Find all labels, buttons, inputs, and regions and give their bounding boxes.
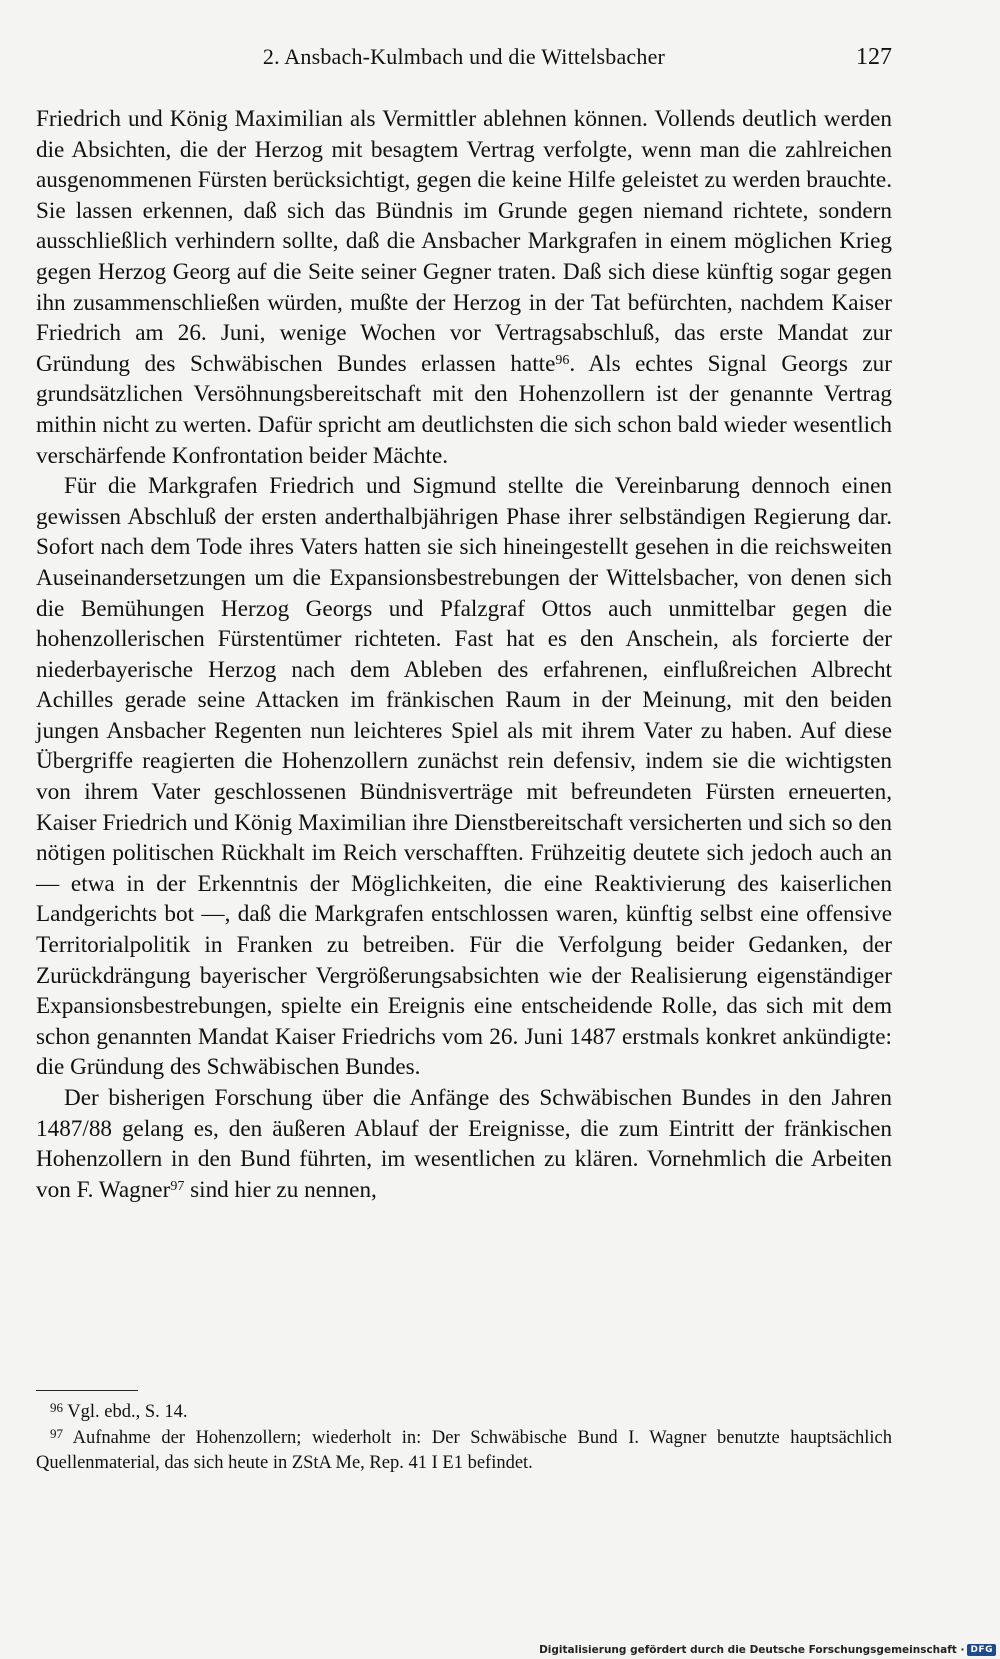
paragraph-text-continued: sind hier zu nennen, xyxy=(184,1176,377,1203)
paragraph-text: Friedrich und König Maximilian als Vermittler ablehnen können. Vollends deutlich werden die Absichten, die der Herzog mit besagtem Vertrag verfolgte, wenn man die zahlreichen ausgenommenen Fürsten berücksichtigt, gegen die keine Hilfe geleistet zu werden brauchte. Sie lassen erkennen, daß sich das Bündnis im Grunde gegen niemand richtete, sondern ausschließlich verhindern sollte, daß die Ansbacher Markgrafen in einem möglichen Krieg gegen Herzog Georg auf die Seite seiner Gegner traten. Daß sich diese künftig sogar gegen ihn zusammenschließen würden, mußte der Herzog in der Tat befürchten, nachdem Kaiser Friedrich am 26. Juni, wenige Wochen vor Vertragsabschluß, das erste Mandat zur Gründung des Schwäbischen Bundes erlassen hatte xyxy=(36,106,892,377)
footnote xyxy=(36,1400,892,1426)
paragraph xyxy=(36,104,892,471)
footnotes xyxy=(36,1400,892,1477)
dfg-logo-icon: DFG xyxy=(967,1644,996,1656)
footnote-number: 96 xyxy=(50,1400,63,1415)
footnote-text: Aufnahme der Hohenzollern; wiederholt in: Der Schwäbische Bund I. Wagner benutzte hauptsächlich Quellenmaterial, das sich heute in ZStA Me, Rep. 41 I E1 befindet. xyxy=(36,1427,892,1473)
running-title: 2. Ansbach-Kulmbach und die Wittelsbacher xyxy=(262,44,666,69)
footnote-divider xyxy=(36,1390,138,1391)
paragraph-text-continued: . Als echtes Signal Georgs zur grundsätzlichen Versöhnungsbereitschaft mit den Hohenzollern ist der genannte Vertrag mithin nicht zu werten. Dafür spricht am deutlichsten die sich schon bald wieder wesentlich verschärfende Konfrontation beider Mächte. xyxy=(36,350,892,469)
paragraph-text: Der bisherigen Forschung über die Anfänge des Schwäbischen Bundes in den Jahren 1487/88 gelang es, den äußeren Ablauf der Ereignisse, die zum Eintritt der fränkischen Hohenzollern in den Bund führten, im wesentlichen zu klären. Vornehmlich die Arbeiten von F. Wagner xyxy=(36,1085,892,1203)
footnote-number: 97 xyxy=(50,1425,63,1441)
page-header xyxy=(36,44,892,80)
footnote-ref: 97 xyxy=(170,1178,185,1194)
footnote-ref: 96 xyxy=(555,352,570,368)
paragraph xyxy=(36,1083,892,1205)
paragraph xyxy=(36,471,892,1083)
paragraph-text: Für die Markgrafen Friedrich und Sigmund stellte die Vereinbarung dennoch einen gewissen Abschluß der ersten anderthalbjährigen Phase ihrer selbständigen Regierung dar. Sofort nach dem Tode ihres Vaters hatten sie sich hineingestellt gesehen in die reichsweiten Auseinandersetzungen um die Expansionsbestrebungen der Wittelsbacher, von denen sich die Bemühungen Herzog Georgs und Pfalzgraf Ottos auch unmittelbar gegen die hohenzollerischen Fürstentümer richteten. Fast hat es den Anschein, als forcierte der niederbayerische Herzog nach dem Ableben des erfahrenen, einflußreichen Albrecht Achilles gerade seine Attacken im fränkischen Raum in der Meinung, mit den beiden jungen Ansbacher Regenten nun leichteres Spiel als mit ihrem Vater zu haben. Auf diese Übergriffe reagierten die Hohenzollern zunächst rein defensiv, indem sie die wichtigsten von ihrem Vater geschlossenen Bündnisverträge mit befreundeten Fürsten erneuerten, Kaiser Friedrich und König Maximilian ihre Dienstbereitschaft versicherten und sich so den nötigen politischen Rückhalt im Reich verschafften. Frühzeitig deutete sich jedoch auch an — etwa in der Erkenntnis der Möglichkeiten, die eine Reaktivierung des kaiserlichen Landgerichts bot —, daß die Markgrafen entschlossen waren, künftig selbst eine offensive Territorialpolitik in Franken zu betreiben. Für die Verfolgung beider Gedanken, der Zurückdrängung bayerischer Vergrößerungsabsichten wie der Realisierung eigenständiger Expansionsbestrebungen, spielte ein Ereignis eine entscheidende Rolle, das sich mit dem schon genannten Mandat Kaiser Friedrichs vom 26. Juni 1487 erstmals konkret ankündigte: die Gründung des Schwäbischen Bundes. xyxy=(36,473,892,1081)
body-text xyxy=(36,104,892,1205)
credit-text: Digitalisierung gefördert durch die Deutsche Forschungsgemeinschaft · xyxy=(539,1644,965,1656)
digitization-credit xyxy=(539,1643,996,1657)
footnote xyxy=(36,1426,892,1477)
page-number: 127 xyxy=(856,44,892,70)
footnote-text: Vgl. ebd., S. 14. xyxy=(67,1402,188,1422)
